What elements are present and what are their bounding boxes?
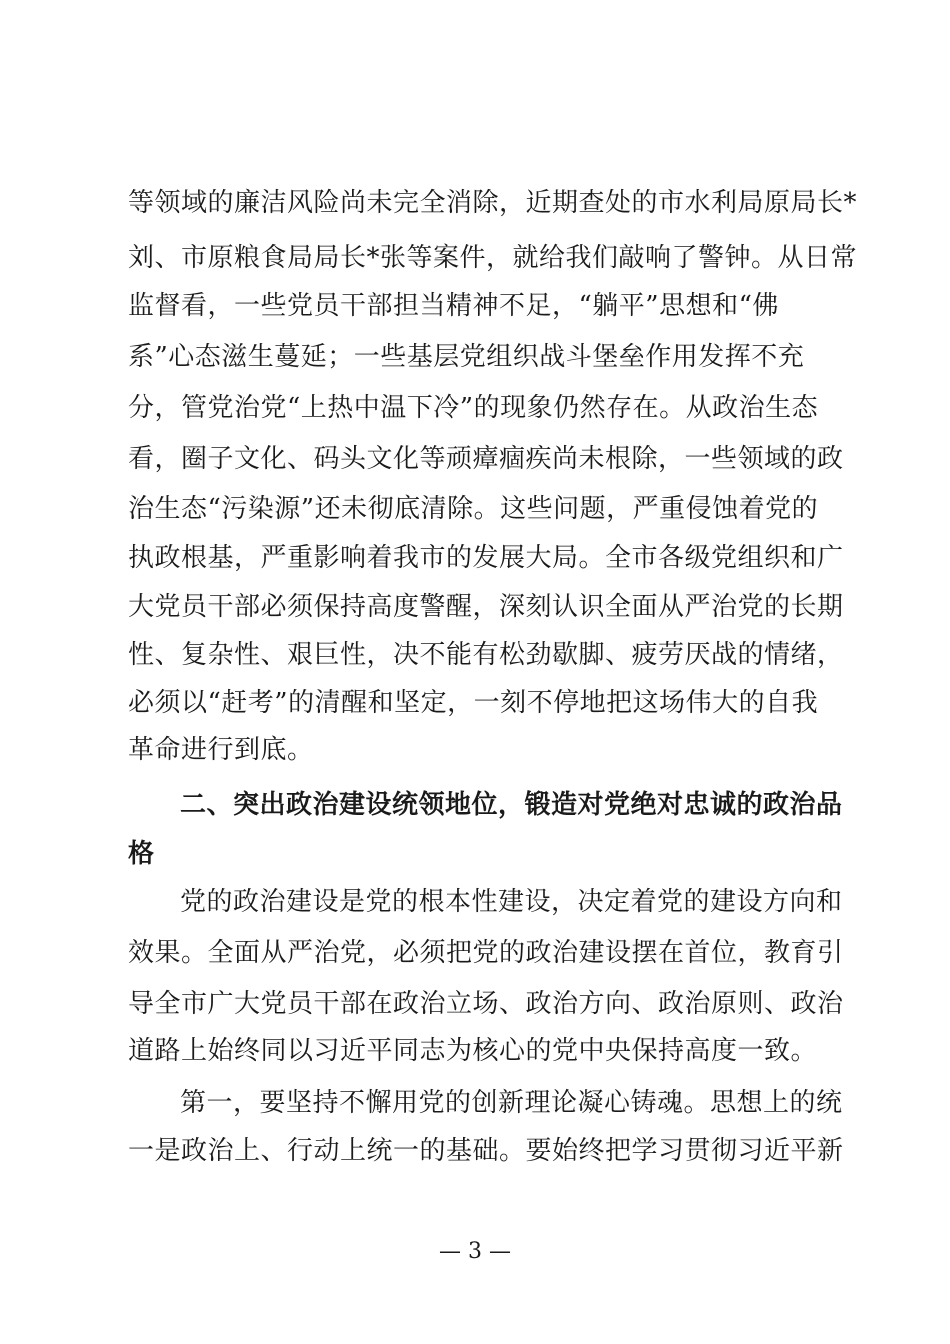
section-heading-continuation: 格 xyxy=(128,839,155,869)
body-text-line: 执政根基，严重影响着我市的发展大局。全市各级党组织和广 xyxy=(128,543,844,573)
body-text-line: 分，管党治党“上热中温下冷”的现象仍然存在。从政治生态 xyxy=(128,393,819,423)
body-text-line: 系”心态滋生蔓延；一些基层党组织战斗堡垒作用发挥不充 xyxy=(128,342,805,372)
body-text-line: 效果。全面从严治党，必须把党的政治建设摆在首位，教育引 xyxy=(128,938,844,968)
body-text-line: 党的政治建设是党的根本性建设，决定着党的建设方向和 xyxy=(180,887,843,917)
body-text-line: 革命进行到底。 xyxy=(128,735,314,765)
section-heading: 二、突出政治建设统领地位，锻造对党绝对忠诚的政治品 xyxy=(180,790,843,820)
body-text-line: 治生态“污染源”还未彻底清除。这些问题，严重侵蚀着党的 xyxy=(128,494,819,524)
body-text-line: 一是政治上、行动上统一的基础。要始终把学习贯彻习近平新 xyxy=(128,1136,844,1166)
body-text-line: 道路上始终同以习近平同志为核心的党中央保持高度一致。 xyxy=(128,1036,818,1066)
body-text-line: 等领域的廉洁风险尚未完全消除，近期查处的市水利局原局长* xyxy=(128,188,858,218)
body-text-line: 监督看，一些党员干部担当精神不足，“躺平”思想和“佛 xyxy=(128,291,779,321)
page-number: — 3 — xyxy=(439,1239,511,1264)
body-text-line: 第一，要坚持不懈用党的创新理论凝心铸魂。思想上的统 xyxy=(180,1088,843,1118)
body-text-line: 大党员干部必须保持高度警醒，深刻认识全面从严治党的长期 xyxy=(128,592,844,622)
body-text-line: 看，圈子文化、码头文化等顽瘴痼疾尚未根除，一些领域的政 xyxy=(128,444,844,474)
body-text-line: 必须以“赶考”的清醒和坚定，一刻不停地把这场伟大的自我 xyxy=(128,688,819,718)
body-text-line: 性、复杂性、艰巨性，决不能有松劲歇脚、疲劳厌战的情绪， xyxy=(128,640,844,670)
body-text-line: 导全市广大党员干部在政治立场、政治方向、政治原则、政治 xyxy=(128,989,844,1019)
body-text-line: 刘、市原粮食局局长*张等案件，就给我们敲响了警钟。从日常 xyxy=(128,243,858,273)
